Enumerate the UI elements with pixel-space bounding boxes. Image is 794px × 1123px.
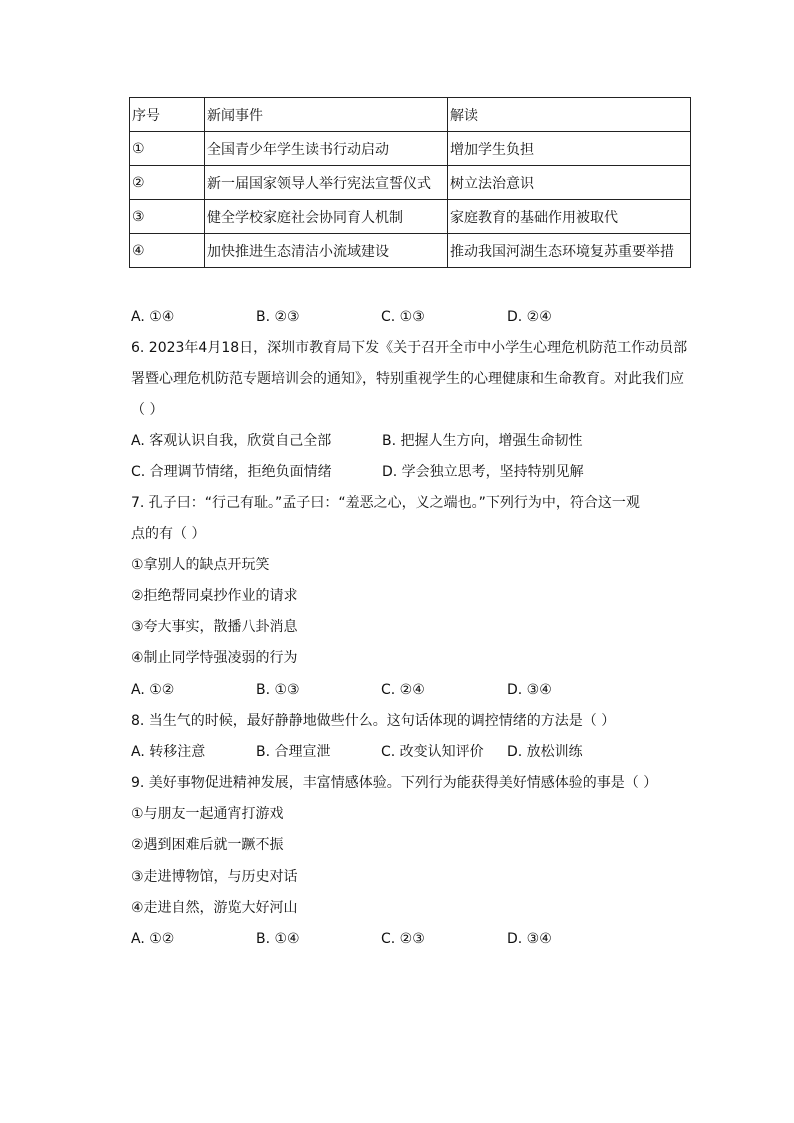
q7-option-d: D. ③④ — [507, 682, 552, 698]
q9-stem: 9. 美好事物促进精神发展，丰富情感体验。下列行为能获得美好情感体验的事是（ ） — [131, 775, 658, 791]
q7-item-4: ④制止同学恃强凌弱的行为 — [131, 650, 298, 666]
q6-stem-line-2: 署暨心理危机防范专题培训会的通知》，特别重视学生的心理健康和生命教育。对此我们应 — [131, 371, 684, 387]
table-cell: 加快推进生态清洁小流域建设 — [205, 234, 448, 268]
table-cell: 健全学校家庭社会协同育人机制 — [205, 200, 448, 234]
table-cell: ④ — [130, 234, 205, 268]
q5-option-a: A. ①④ — [131, 309, 175, 325]
q7-option-a: A. ①② — [131, 682, 175, 698]
q6-option-a: A. 客观认识自我，欣赏自己全部 — [131, 433, 332, 449]
q7-option-b: B. ①③ — [256, 682, 300, 698]
q7-option-c: C. ②④ — [381, 682, 425, 698]
table-cell: ② — [130, 166, 205, 200]
table-cell: 增加学生负担 — [448, 132, 691, 166]
q7-item-2: ②拒绝帮同桌抄作业的请求 — [131, 588, 298, 604]
q6-stem-line-1: 6. 2023年4月18日，深圳市教育局下发《关于召开全市中小学生心理危机防范工作动员部 — [131, 340, 688, 356]
q5-option-c: C. ①③ — [381, 309, 425, 325]
table-cell: 新一届国家领导人举行宪法宣誓仪式 — [205, 166, 448, 200]
q6-option-d: D. 学会独立思考，坚持特别见解 — [382, 464, 584, 480]
q6-stem-line-3: （ ） — [131, 402, 164, 418]
q9-option-b: B. ①④ — [256, 931, 300, 947]
table-row — [130, 234, 691, 268]
q7-item-3: ③夸大事实，散播八卦消息 — [131, 619, 298, 635]
q6-option-c: C. 合理调节情绪，拒绝负面情绪 — [131, 464, 332, 480]
q5-option-b: B. ②③ — [256, 309, 300, 325]
news-table — [129, 97, 691, 268]
q7-stem-line-1: 7. 孔子曰：“行己有耻。”孟子曰：“羞恶之心，义之端也。”下列行为中，符合这一观 — [131, 495, 640, 511]
q6-option-b: B. 把握人生方向，增强生命韧性 — [382, 433, 583, 449]
q9-item-3: ③走进博物馆，与历史对话 — [131, 869, 298, 885]
table-cell: 树立法治意识 — [448, 166, 691, 200]
table-row — [130, 166, 691, 200]
table-cell: ① — [130, 132, 205, 166]
q7-stem-line-2: 点的有（ ） — [131, 526, 206, 542]
table-cell: 推动我国河湖生态环境复苏重要举措 — [448, 234, 691, 268]
q9-item-4: ④走进自然，游览大好河山 — [131, 900, 298, 916]
q5-option-d: D. ②④ — [507, 309, 552, 325]
table-row — [130, 132, 691, 166]
q8-option-c: C. 改变认知评价 — [381, 744, 484, 760]
q9-option-a: A. ①② — [131, 931, 175, 947]
q9-item-1: ①与朋友一起通宵打游戏 — [131, 806, 284, 822]
q8-option-b: B. 合理宣泄 — [256, 744, 331, 760]
q9-option-d: D. ③④ — [507, 931, 552, 947]
table-cell: 全国青少年学生读书行动启动 — [205, 132, 448, 166]
header-cell-interpretation: 解读 — [448, 98, 691, 132]
q8-option-d: D. 放松训练 — [507, 744, 583, 760]
q8-stem: 8. 当生气的时候，最好静静地做些什么。这句话体现的调控情绪的方法是（ ） — [131, 713, 616, 729]
header-cell-index: 序号 — [130, 98, 205, 132]
table-row — [130, 200, 691, 234]
table-header-row — [130, 98, 691, 132]
header-cell-event: 新闻事件 — [205, 98, 448, 132]
q9-item-2: ②遇到困难后就一蹶不振 — [131, 837, 284, 853]
q9-option-c: C. ②③ — [381, 931, 425, 947]
q7-item-1: ①拿别人的缺点开玩笑 — [131, 557, 270, 573]
table-cell: ③ — [130, 200, 205, 234]
table-cell: 家庭教育的基础作用被取代 — [448, 200, 691, 234]
q8-option-a: A. 转移注意 — [131, 744, 206, 760]
